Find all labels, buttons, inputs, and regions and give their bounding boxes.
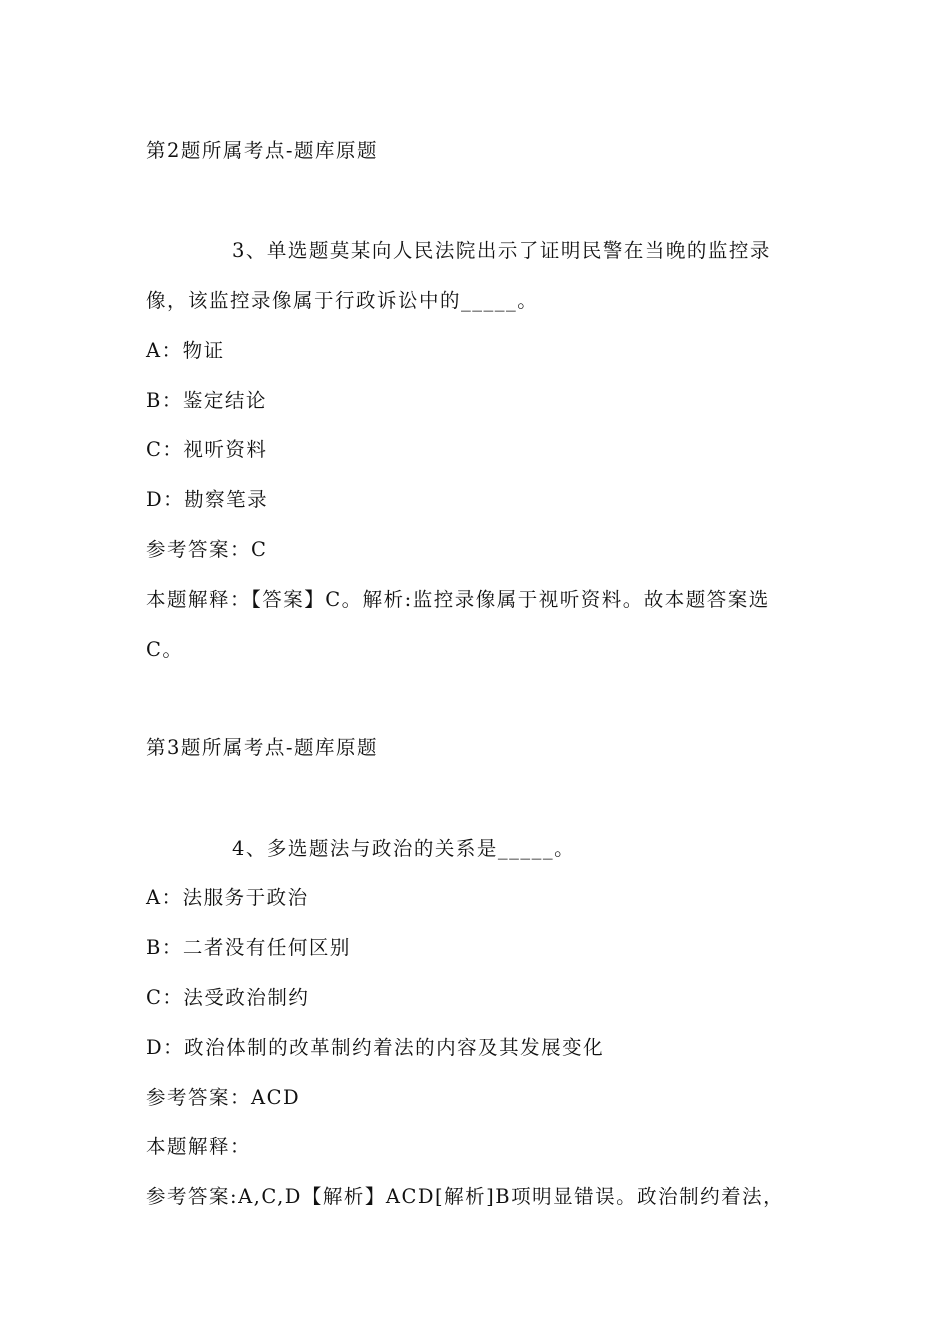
q4-explanation-label: 本题解释： <box>146 1135 252 1158</box>
q3-source-heading: 第3题所属考点-题库原题 <box>146 736 378 759</box>
q4-stem-line1: 4、多选题法与政治的关系是_____。 <box>232 837 576 860</box>
q4-option-a: A：法服务于政治 <box>146 886 309 909</box>
q3-stem-line2: 像，该监控录像属于行政诉讼中的_____。 <box>146 289 539 312</box>
q2-source-heading: 第2题所属考点-题库原题 <box>146 139 378 162</box>
q3-explanation-line1: 本题解释：【答案】C。解析:监控录像属于视听资料。故本题答案选 <box>146 588 770 611</box>
q3-option-c: C：视听资料 <box>146 438 268 461</box>
q4-explanation-line1: 参考答案:A,C,D【解析】ACD[解析]B项明显错误。政治制约着法， <box>146 1185 785 1208</box>
q3-stem-line1: 3、单选题莫某向人民法院出示了证明民警在当晚的监控录 <box>232 239 771 262</box>
q3-option-a: A：物证 <box>146 339 225 362</box>
q4-option-b: B：二者没有任何区别 <box>146 936 351 959</box>
q3-explanation-line2: C。 <box>146 638 184 661</box>
q4-option-c: C：法受政治制约 <box>146 986 310 1009</box>
q4-option-d: D：政治体制的改革制约着法的内容及其发展变化 <box>146 1036 605 1059</box>
q3-option-d: D：勘察笔录 <box>146 488 269 511</box>
q4-answer: 参考答案：ACD <box>146 1086 301 1109</box>
q3-option-b: B：鉴定结论 <box>146 389 267 412</box>
q3-answer: 参考答案：C <box>146 538 268 561</box>
